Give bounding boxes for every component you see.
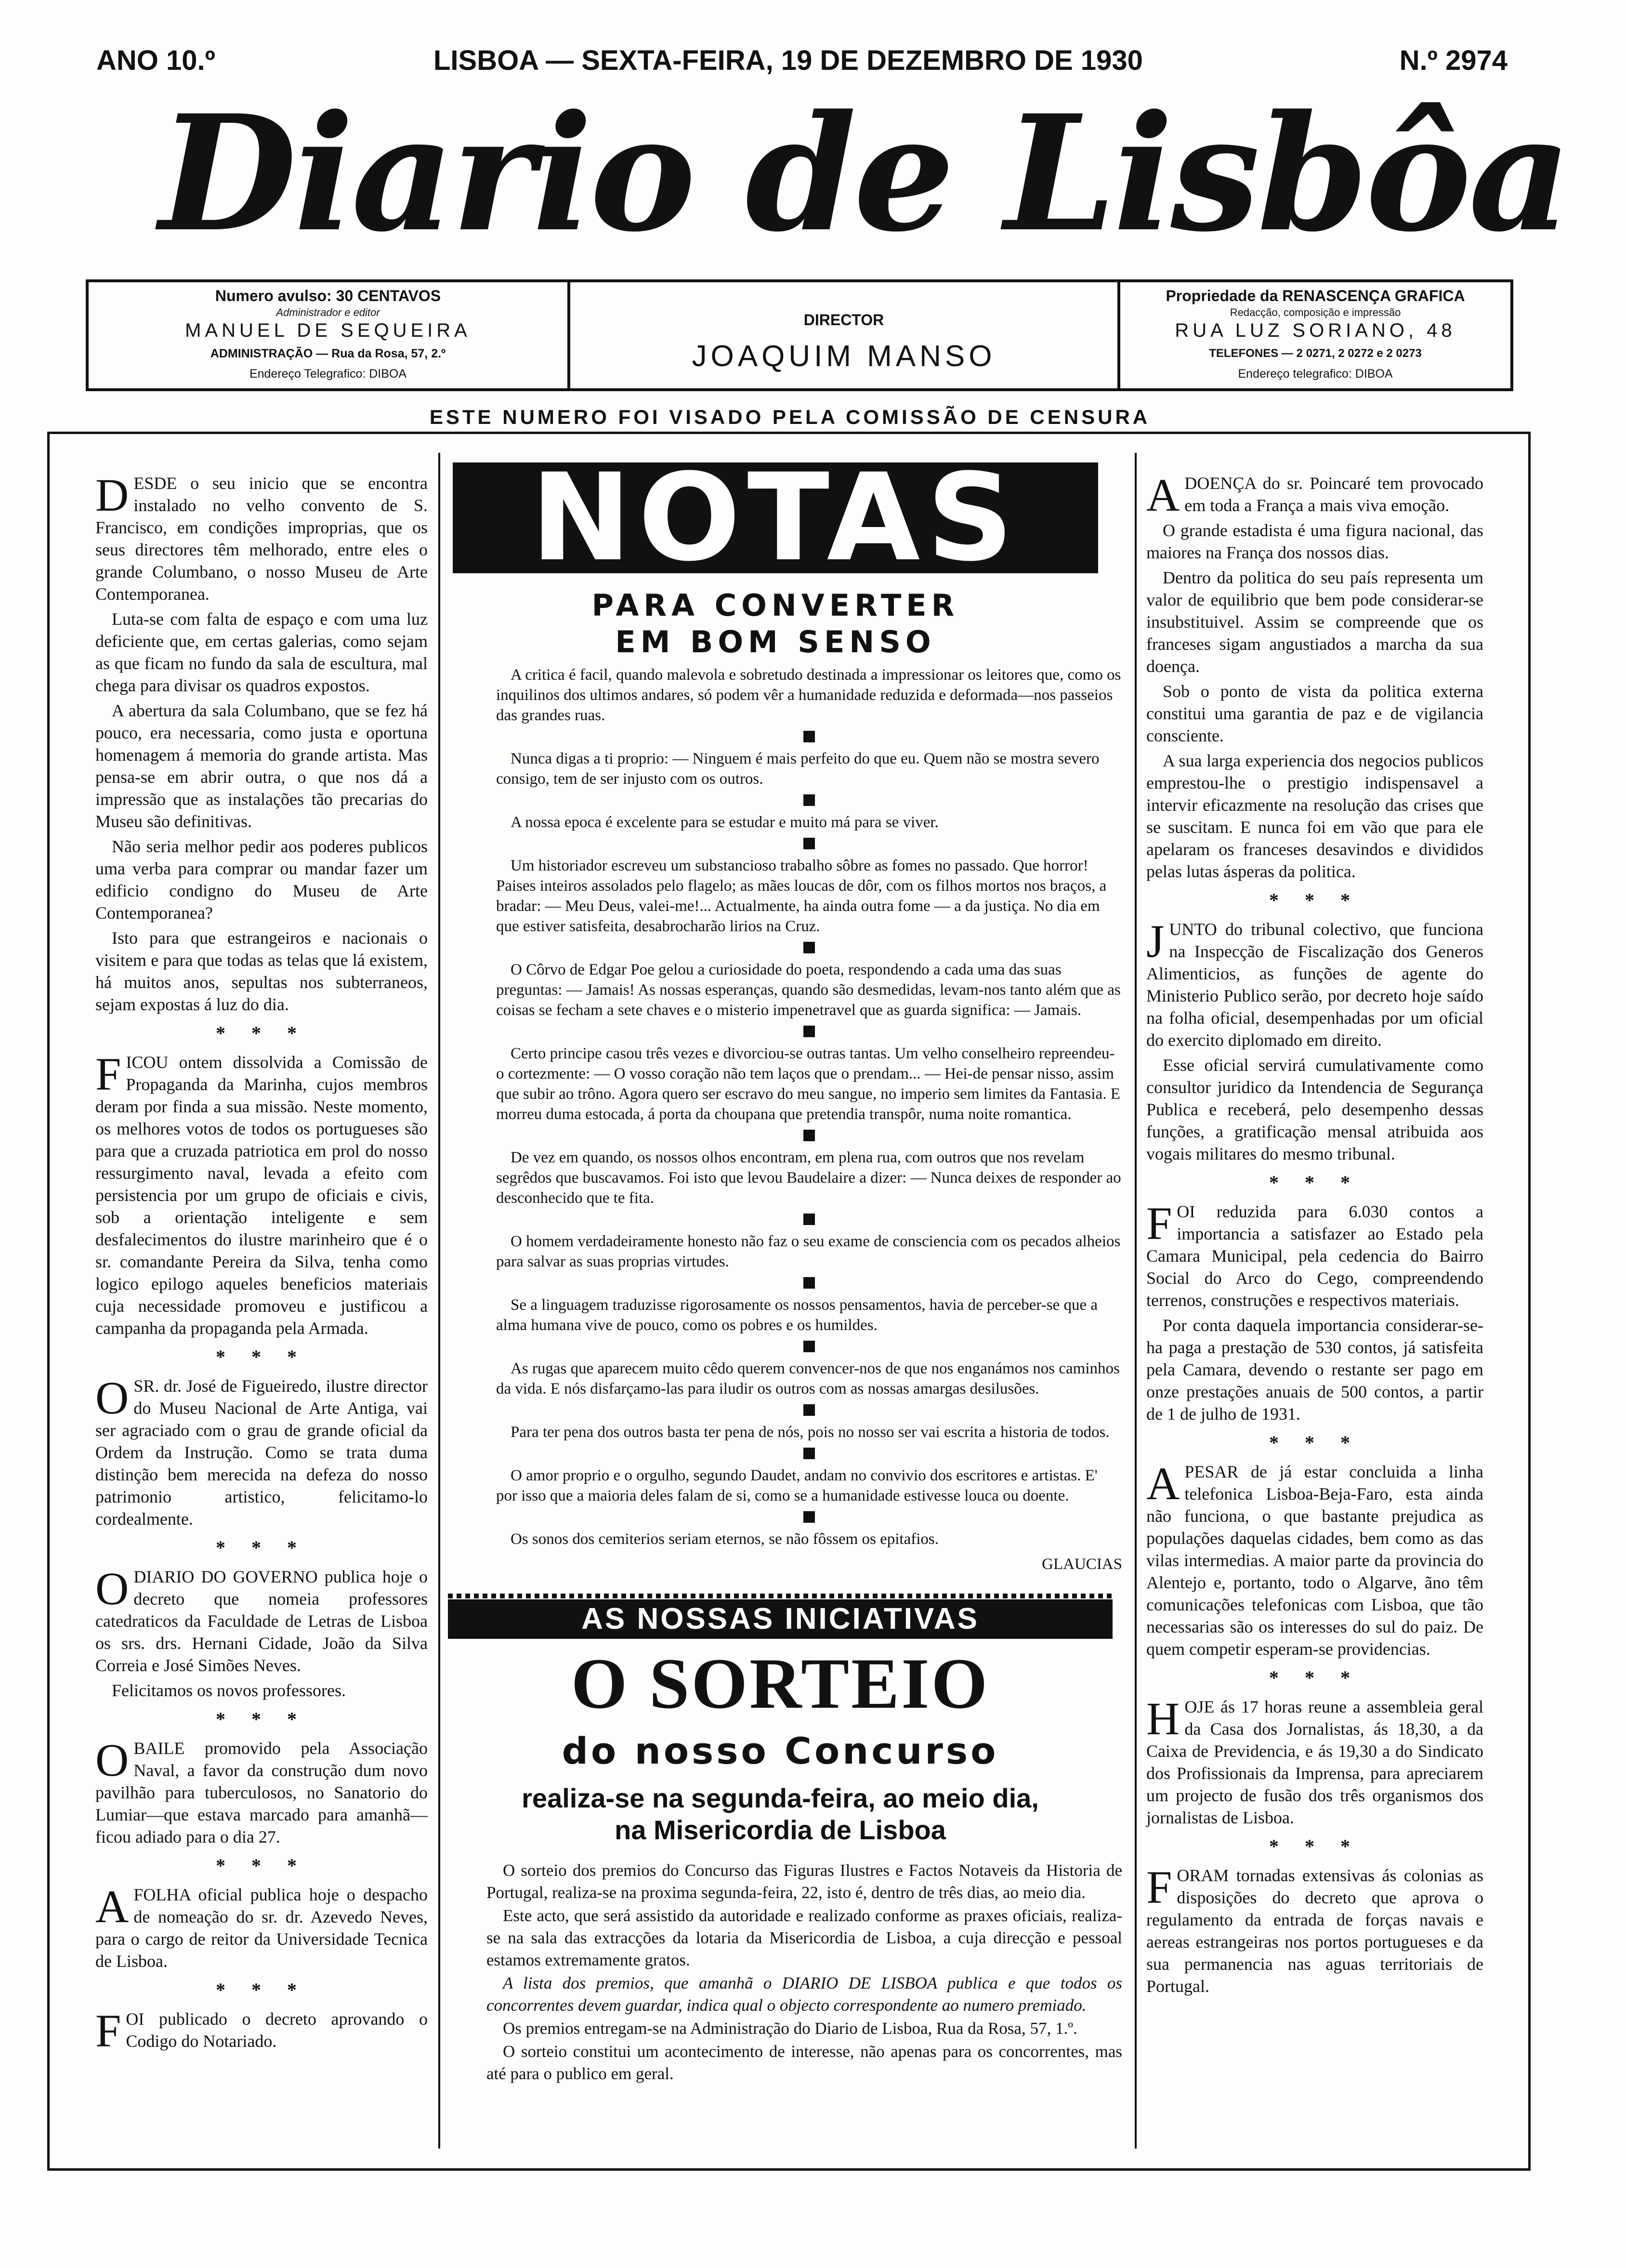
dateline: LISBOA — SEXTA-FEIRA, 19 DE DEZEMBRO DE 1930 xyxy=(433,45,1143,76)
ornament-icon xyxy=(496,1337,1122,1358)
article-poincare: ADOENÇA do sr. Poincaré tem provocado em toda a França a mais viva emoção. xyxy=(1146,469,1483,521)
ornament-icon xyxy=(496,1210,1122,1230)
section-banner: AS NOSSAS INICIATIVAS xyxy=(448,1599,1113,1639)
issue-year: ANO 10.º xyxy=(96,45,215,76)
deck-line-2: na Misericordia de Lisboa xyxy=(615,1815,946,1845)
paragraph: Sob o ponto de vista da politica externa constitui uma garantia de paz e de vigilancia consciente. xyxy=(1146,682,1483,745)
article-notariado: FOI publicado o decreto aprovando o Codigo do Notariado. xyxy=(95,2005,428,2057)
separator-stars: * * * xyxy=(1269,1835,1361,1857)
redaction-label: Redacção, composição e impressão xyxy=(1230,306,1401,318)
paragraph: O grande estadista é uma figura nacional, das maiores na França dos nossos dias. xyxy=(1146,521,1483,562)
drop-cap: O xyxy=(95,1563,129,1614)
ornament-icon xyxy=(496,1508,1122,1528)
notas-subtitle-1: PARA CONVERTER xyxy=(591,588,959,623)
separator-stars: * * * xyxy=(1269,1432,1361,1453)
notas-title: NOTAS xyxy=(453,462,1098,573)
nota: Nunca digas a ti proprio: — Ninguem é mais perfeito do que eu. Quem não se mostra severo consigo, tem de ser injusto com os outros. xyxy=(496,750,1100,788)
separator-stars: * * * xyxy=(216,1855,307,1876)
nota: Um historiador escreveu um substancioso trabalho sôbre as fomes no passado. Que horror! Paises inteiros assolados pelo flagelo; as mães loucas de dôr, com os filhos mortos nos braços, a bradar: — Meu Deus, valei-me!... Actualmente, ha ainda outra fome — a da justiça. No dia em que estiver satisfeita, desabrocharão lirios na Cruz. xyxy=(496,857,1107,935)
article-figueiredo: OSR. dr. José de Figueiredo, ilustre director do Museu Nacional de Arte Antiga, vai ser agraciado com o grau de grande oficial da Ordem da Instrução. Como se trata duma distinção bem merecida na defeza do nosso patrimonio artistico, felicitamo-lo cordealmente. xyxy=(95,1372,428,1529)
nota: De vez em quando, os nossos olhos encontram, em plena rua, com outros que nos revelam segrêdos que buscavamos. Foi isto que levou Baudelaire a dizer: — Nunca deixes de responder ao desconhecido que te fita. xyxy=(496,1149,1121,1207)
sorteio-subheadline: do nosso Concurso xyxy=(562,1729,999,1772)
separator-stars: * * * xyxy=(1269,1172,1361,1193)
column-rule-left xyxy=(438,453,440,2149)
admin-label: Administrador e editor xyxy=(276,306,380,318)
left-column xyxy=(95,469,428,2057)
nota: O homem verdadeiramente honesto não faz o seu exame de consciencia com os pecados alheios para salvar as suas proprias virtudes. xyxy=(496,1233,1121,1270)
nota: O Côrvo de Edgar Poe gelou a curiosidade do poeta, respondendo a cada uma das suas preguntas: — Jamais! As nossas esperanças, quando são desmedidas, levam-nos tanto além que as coisas se fecham a sete chaves e o misterio impenetravel que as guarda significa: — Jamais. xyxy=(496,961,1121,1019)
ornament-icon xyxy=(496,1126,1122,1147)
paragraph: Este acto, que será assistido da autoridade e realizado conforme as praxes oficiais, realiza-se na sala das extracções da lotaria da Misericordia de Lisboa, a cuja direcção e pessoal estamos extremamente gratos. xyxy=(486,1906,1122,1969)
ornament-icon xyxy=(496,791,1122,811)
paragraph: Por conta daquela importancia considerar-se-ha paga a prestação de 530 contos, já satisfeita pela Camara, devendo o restante ser pago em onze prestações anuais de 500 contos, a partir de 1 de julho de 1931. xyxy=(1146,1316,1483,1424)
admin-address: ADMINISTRAÇÃO — Rua da Rosa, 57, 2.º xyxy=(210,347,446,360)
deck-line-1: realiza-se na segunda-feira, ao meio dia, xyxy=(522,1783,1039,1813)
article-baile: OBAILE promovido pela Associação Naval, a favor da construção dum novo pavilhão para tuberculosos, no Sanatorio do Lumiar—que estava marcado para amanhã—ficou adiado para o dia 27. xyxy=(95,1734,428,1846)
paragraph: Felicitamos os novos professores. xyxy=(112,1681,346,1700)
separator-stars: * * * xyxy=(216,1346,307,1368)
separator-stars: * * * xyxy=(216,1537,307,1558)
drop-cap: O xyxy=(95,1734,129,1786)
issue-number: N.º 2974 xyxy=(1399,45,1508,76)
separator-stars: * * * xyxy=(1269,889,1361,911)
nota: Certo principe casou três vezes e divorciou-se outras tantas. Um velho conselheiro repreendeu-o cortezmente: — O vosso coração não tem laços que o prendam... — Hei-de pensar nisso, assim que subir ao trôno. Agora quero ser escravo do meu sangue, no imperio sem limites da Fantasia. E morreu duma estocada, á porta da choupana que pretendia transpôr, numa noite romantica. xyxy=(496,1045,1120,1123)
article-reitor: AFOLHA oficial publica hoje o despacho de nomeação do sr. dr. Azevedo Neves, para o cargo de reitor da Universidade Tecnica de Lisboa. xyxy=(95,1881,428,1971)
admin-telegraph: Endereço Telegrafico: DIBOA xyxy=(249,367,407,381)
drop-cap: O xyxy=(95,1372,129,1424)
separator-stars: * * * xyxy=(216,1022,307,1044)
nota: Para ter pena dos outros basta ter pena de nós, pois no nosso ser vai escrita a historia de todos. xyxy=(511,1424,1110,1441)
sorteio-headline: O SORTEIO xyxy=(571,1644,990,1724)
ornament-icon xyxy=(496,834,1122,855)
article-bairro: FOI reduzida para 6.030 contos a importancia a satisfazer ao Estado pela Camara Municipal, pela cedencia do Bairro Social do Arco do Cego, compreendendo terrenos, construções e respectivos materiais. xyxy=(1146,1198,1483,1310)
banner-dotted-rule xyxy=(448,1594,1113,1598)
admin-name: MANUEL DE SEQUEIRA xyxy=(185,320,471,341)
ornament-icon xyxy=(496,1022,1122,1042)
paragraph: A sua larga experiencia dos negocios publicos emprestou-lhe o prestigio indispensavel a intervir eficazmente na resolução das crises que se suscitam. E nunca foi em vão que para ele apelaram os franceses desavindos e divididos pelas lutas ásperas da politica. xyxy=(1146,751,1483,881)
paragraph: Luta-se com falta de espaço e com uma luz deficiente que, em certas galerias, como sejam as que ficam no fundo da sala de escultura, mal chega para divisar os quadros expostos. xyxy=(95,609,428,695)
paragraph: Esse oficial servirá cumulativamente como consultor juridico da Intendencia de Segurança Publica e receberá, pelo desempenho dessas funções, a gratificação mensal atribuida aos vogais militares do mesmo tribunal. xyxy=(1146,1055,1483,1163)
notas-subtitle-2: EM BOM SENSO xyxy=(615,624,936,659)
notas-body xyxy=(496,665,1122,1574)
drop-cap: A xyxy=(95,1881,129,1932)
info-right xyxy=(1120,282,1510,388)
drop-cap: A xyxy=(1146,1458,1180,1509)
article-marinha: FICOU ontem dissolvida a Comissão de Propaganda da Marinha, cujos membros deram por finda a sua missão. Neste momento, os melhores votos de todos os portugueses são para que a cruzada patriotica em prol do nosso ressurgimento naval, levada a efeito com persistencia por um grupo de oficiais e civis, sob a orientação inteligente e sem desfalecimentos do ilustre marinheiro que é o sr. comandante Pereira da Silva, tenha como logico epilogo aqueles beneficios materiais cuja necessidade promoveu e justificou a campanha da propaganda pela Armada. xyxy=(95,1048,428,1338)
column-rule-right xyxy=(1135,453,1137,2149)
article-colonias: FORAM tornadas extensivas ás colonias as disposições do decreto que aprova o regulamento da entrada de forças navais e aereas estrangeiras nos portos portugueses e da sua permanencia nas aguas territoriais de Portugal. xyxy=(1146,1861,1483,1996)
ornament-icon xyxy=(496,727,1122,748)
notas-signature: GLAUCIAS xyxy=(1042,1556,1122,1573)
drop-cap: J xyxy=(1146,915,1165,967)
drop-cap: H xyxy=(1146,1693,1180,1744)
director-name: JOAQUIM MANSO xyxy=(692,340,996,373)
separator-stars: * * * xyxy=(216,1979,307,2001)
dateline-bar xyxy=(96,44,1508,83)
drop-cap: A xyxy=(1146,469,1180,521)
info-center xyxy=(570,282,1120,388)
censorship-notice: ESTE NUMERO FOI VISADO PELA COMISSÃO DE CENSURA xyxy=(429,406,1151,428)
info-left xyxy=(89,282,570,388)
drop-cap: D xyxy=(95,469,129,521)
sorteio-deck xyxy=(448,1782,1113,1846)
ornament-icon xyxy=(496,1274,1122,1294)
article-tribunal: JUNTO do tribunal colectivo, que funciona na Inspecção de Fiscalização dos Generos Alimenticios, as funções de agente do Ministerio Publico serão, por decreto hoje saído na folha oficial, desempenhadas por um oficial do exercito diplomado em direito. xyxy=(1146,915,1483,1050)
redaction-address: RUA LUZ SORIANO, 48 xyxy=(1175,320,1456,341)
separator-stars: * * * xyxy=(216,1708,307,1730)
nota: Se a linguagem traduzisse rigorosamente os nossos pensamentos, havia de perceber-se que a alma humana vive de pouco, como os pobres e os humildes. xyxy=(496,1296,1098,1334)
drop-cap: F xyxy=(95,1048,121,1100)
paragraph: Isto para que estrangeiros e nacionais o visitem e para que todas as telas que lá existem, há muitos anos, sepultas nos subterraneos, sejam expostas á luz do dia. xyxy=(95,928,428,1014)
director-label: DIRECTOR xyxy=(803,311,884,329)
masthead-title: Diario de Lisbôa xyxy=(159,80,1569,267)
paragraph: Não seria melhor pedir aos poderes publicos uma verba para comprar ou mandar fazer um edificio condigno do Museu de Arte Contemporanea? xyxy=(95,837,428,923)
article-jornalistas: HOJE ás 17 horas reune a assembleia geral da Casa dos Jornalistas, ás 18,30, a da Caixa de Previdencia, e ás 19,30 a do Sindicato dos Profissionais da Imprensa, para apreciarem um projecto de fusão dos três organismos dos jornalistas de Lisboa. xyxy=(1146,1693,1483,1827)
nota: O amor proprio e o orgulho, segundo Daudet, andam no convivio dos escritores e artistas. E' por isso que a maioria deles falam de si, como se a humanidade estivesse louca ou doente. xyxy=(496,1467,1098,1504)
drop-cap: F xyxy=(1146,1198,1172,1249)
paragraph: O sorteio constitui um acontecimento de interesse, não apenas para os concorrentes, mas até para o publico em geral. xyxy=(486,2042,1122,2083)
drop-cap: F xyxy=(1146,1861,1172,1913)
ornament-icon xyxy=(496,1444,1122,1464)
nota: A critica é facil, quando malevola e sobretudo destinada a impressionar os leitores que, como os inquilinos dos ultimos andares, só podem vêr a humanidade reduzida e deformada—nos passeios das grandes ruas. xyxy=(496,666,1121,724)
paragraph: O sorteio dos premios do Concurso das Figuras Ilustres e Factos Notaveis da Historia de Portugal, realiza-se na proxima segunda-feira, 22, isto é, dentro de três dias, ao meio dia. xyxy=(486,1861,1122,1902)
owner-line: Propriedade da RENASCENÇA GRAFICA xyxy=(1166,287,1465,304)
article-professores: ODIARIO DO GOVERNO publica hoje o decreto que nomeia professores catedraticos da Faculdade de Letras de Lisboa os srs. drs. Hernani Cidade, João da Silva Correia e José Simões Neves. xyxy=(95,1563,428,1675)
article-telefonica: APESAR de já estar concluida a linha telefonica Lisboa-Beja-Faro, esta ainda não funciona, o que bastante prejudica as populações daquelas cidades, bem como as das vilas intermedias. A maior parte da provincia do Alentejo e, portanto, todo o Algarve, ãno têm comunicações telefonicas com Lisboa, que tão necessarias são os interesses do sul do paiz. De quem competir esperam-se providencias. xyxy=(1146,1458,1483,1659)
paragraph: Dentro da politica do seu país representa um valor de equilibrio que bem pode considerar-se insubstituivel. Assim se compreende que os franceses sigam angustiados a marcha da sua doença. xyxy=(1146,568,1483,676)
separator-stars: * * * xyxy=(1269,1667,1361,1688)
paragraph: A abertura da sala Columbano, que se fez há pouco, era necessaria, como justa e oportuna homenagem á memoria do grande artista. Mas pensa-se em abrir outra, o que nos dá a impressão que as instalações tão precarias do Museu são definitivas. xyxy=(95,701,428,831)
ornament-icon xyxy=(496,938,1122,959)
nota: As rugas que aparecem muito cêdo querem convencer-nos de que nos enganámos nos caminhos da vida. E nós disfarçamo-las para iludir os outros com as nossas amargas desilusões. xyxy=(496,1360,1120,1398)
right-column xyxy=(1146,469,1483,2000)
paragraph: Os premios entregam-se na Administração do Diario de Lisboa, Rua da Rosa, 57, 1.º. xyxy=(503,2019,1077,2038)
drop-cap: F xyxy=(95,2005,121,2057)
paragraph: A lista dos premios, que amanhã o DIARIO DE LISBOA publica e que todos os concorrentes devem guardar, indica qual o objecto correspondente ao numero premiado. xyxy=(486,1974,1122,2015)
info-box xyxy=(86,279,1513,391)
nota: Os sonos dos cemiterios seriam eternos, se não fôssem os epitafios. xyxy=(511,1530,939,1548)
ornament-icon xyxy=(496,1401,1122,1421)
article-museu: DESDE o seu inicio que se encontra instalado no velho convento de S. Francisco, em condições improprias, que os seus directores têm melhorado, entre eles o grande Columbano, o nosso Museu de Arte Contemporanea. xyxy=(95,469,428,604)
phones-line: TELEFONES — 2 0271, 2 0272 e 2 0273 xyxy=(1209,347,1422,360)
right-telegraph: Endereço telegrafico: DIBOA xyxy=(1238,367,1393,381)
nota: A nossa epoca é excelente para se estudar e muito má para se viver. xyxy=(511,814,939,831)
price-line: Numero avulso: 30 CENTAVOS xyxy=(215,287,441,304)
sorteio-body xyxy=(486,1859,1122,2086)
